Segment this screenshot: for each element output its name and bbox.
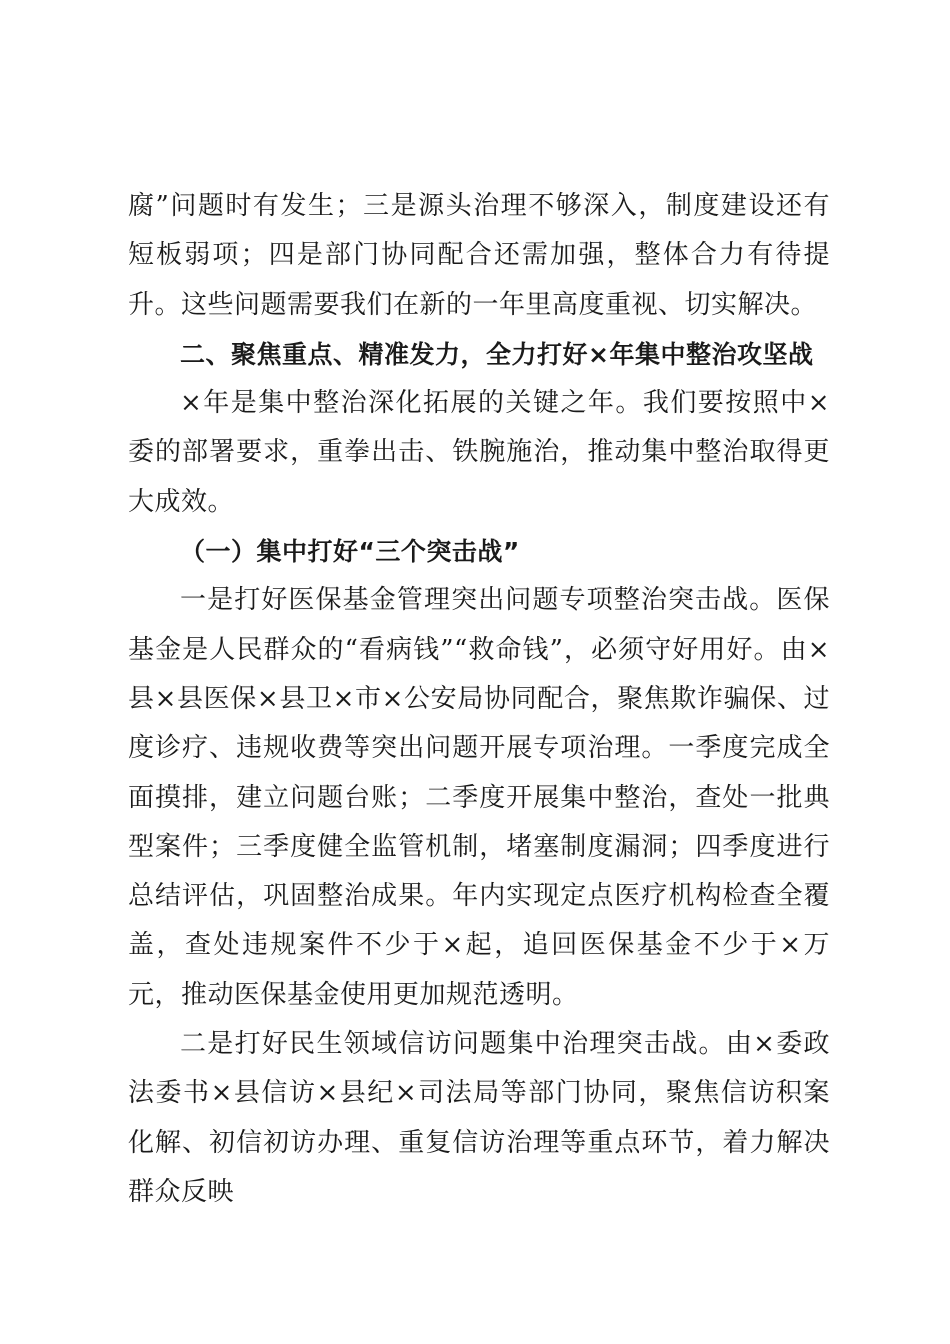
- body-paragraph-petition: 二是打好民生领域信访问题集中治理突击战。由×委政法委书×县信访×县纪×司法局等部门协同，聚焦信访积案化解、初信初访办理、重复信访治理等重点环节，着力解决群众反映: [128, 1029, 830, 1207]
- section-heading-two: 二、聚焦重点、精准发力，全力打好×年集中整治攻坚战: [180, 339, 814, 369]
- body-paragraph-medical-insurance: 一是打好医保基金管理突出问题专项整治突击战。医保基金是人民群众的“看病钱”“救命钱”，必须守好用好。由×县×县医保×县卫×市×公安局协同配合，聚焦欺诈骗保、过度诊疗、违规收费等突出问题开展专项治理。一季度完成全面摸排，建立问题台账；二季度开展集中整治，查处一批典型案件；三季度健全监管机制，堵塞制度漏洞；四季度进行总结评估，巩固整治成果。年内实现定点医疗机构检查全覆盖，查处违规案件不少于×起，追回医保基金不少于×万元，推动医保基金使用更加规范透明。: [128, 585, 830, 1010]
- body-paragraph-continued: 腐”问题时有发生；三是源头治理不够深入，制度建设还有短板弱项；四是部门协同配合还需加强，整体合力有待提升。这些问题需要我们在新的一年里高度重视、切实解决。: [128, 191, 830, 320]
- document-page: [128, 182, 830, 1217]
- body-paragraph-intro: ×年是集中整治深化拓展的关键之年。我们要按照中×委的部署要求，重拳出击、铁腕施治，推动集中整治取得更大成效。: [128, 388, 830, 517]
- subsection-heading-one: （一）集中打好“三个突击战”: [180, 537, 520, 567]
